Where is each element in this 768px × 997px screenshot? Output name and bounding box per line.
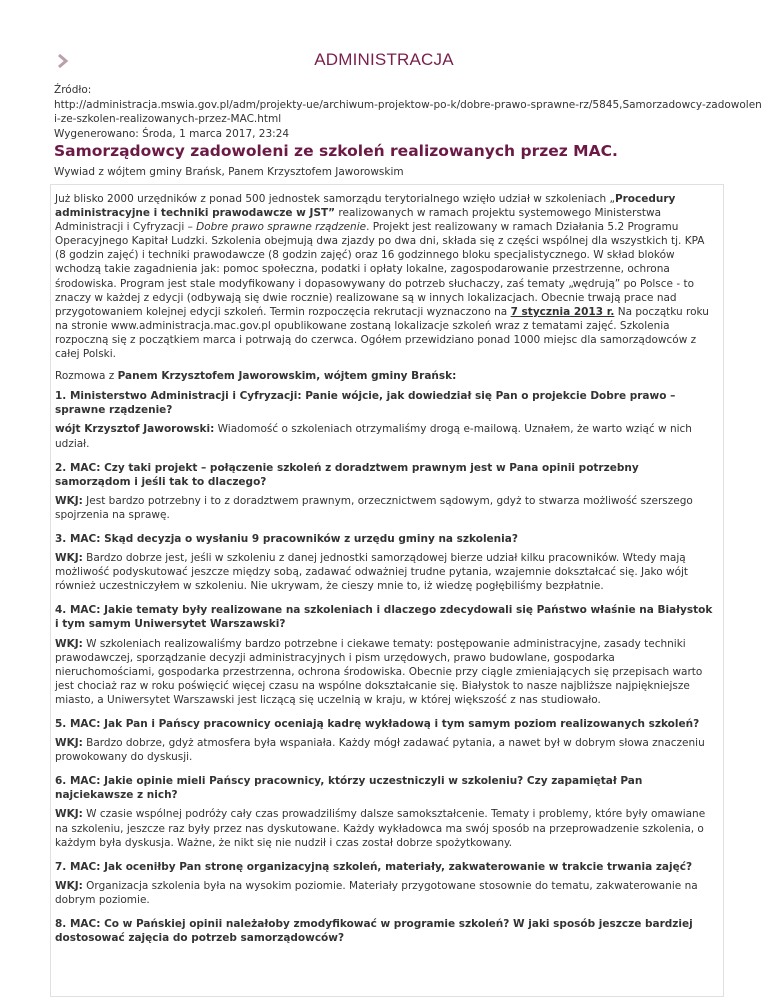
question-6: 6. MAC: Jakie opinie mieli Pańscy pracownicy, którzy uczestniczyli w szkoleniu? Czy zapamiętał Pan najciekawsze z nich? — [55, 775, 643, 802]
answer-text: Bardzo dobrze, gdyż atmosfera była wspaniała. Każdy mógł zadawać pytania, a nawet był w dobrym słowa znaczeniu prowokowany do dyskusji. — [55, 737, 705, 764]
answer-speaker: WKJ: — [55, 879, 83, 892]
answer-1 — [55, 422, 713, 450]
question-2: 2. MAC: Czy taki projekt – połączenie szkoleń z doradztwem prawnym jest w Pana opinii potrzebny samorządom i jeśli tak to dlaczego? — [55, 461, 639, 488]
conversation-line — [55, 369, 713, 383]
answer-4 — [55, 637, 713, 707]
answer-6 — [55, 807, 713, 849]
source-label: Źródło: — [54, 84, 92, 96]
answer-text: Organizacja szkolenia była na wysokim poziomie. Materiały przygotowane stosownie do tematu, zakwaterowanie na dobrym poziomie. — [55, 879, 698, 906]
question-5: 5. MAC: Jak Pan i Pańscy pracownicy oceniają kadrę wykładową i tym samym poziom realizowanych szkoleń? — [55, 718, 700, 730]
answer-speaker: wójt Krzysztof Jaworowski: — [55, 423, 215, 436]
answer-text: Jest bardzo potrzebny i to z doradztwem prawnym, orzecznictwem sądowym, gdyż to stwarza możliwość szerszego spojrzenia na sprawę. — [55, 494, 693, 521]
answer-3 — [55, 551, 713, 593]
conversation-person: Panem Krzysztofem Jaworowskim, wójtem gminy Brańsk: — [117, 370, 457, 383]
answer-text: Bardzo dobrze jest, jeśli w szkoleniu z danej jednostki samorządowej bierze udział kilku pracowników. Wtedy mają możliwość podyskutować jeszcze między sobą, zadawać odważniej trudne pytania, wzajemnie dokształcać się. Jako wójt również uczestniczyłem w szkoleniu. Nie ukrywam, że cieszy mnie to, iż wiedzę pogłębiliśmy bezpłatnie. — [55, 552, 689, 593]
site-title: ADMINISTRACJA — [314, 50, 454, 69]
intro-paragraph — [55, 192, 713, 361]
answer-speaker: WKJ: — [55, 494, 83, 507]
answer-text: Wiadomość o szkoleniach otrzymaliśmy drogą e-mailową. Uznałem, że warto wziąć w nich udział. — [55, 423, 692, 450]
answer-2 — [55, 494, 713, 522]
source-url-line2: i-ze-szkolen-realizowanych-przez-MAC.html — [54, 113, 282, 125]
answer-7 — [55, 879, 713, 907]
answer-speaker: WKJ: — [55, 637, 83, 650]
question-7: 7. MAC: Jak oceniłby Pan stronę organizacyjną szkoleń, materiały, zakwaterowanie w trakcie trwania zajęć? — [55, 860, 693, 873]
article-box — [50, 184, 724, 997]
generated-date: Wygenerowano: Środa, 1 marca 2017, 23:24 — [54, 127, 290, 140]
question-8: 8. MAC: Co w Pańskiej opinii należałoby zmodyfikować w programie szkoleń? W jaki sposób jeszcze bardziej dostosować zajęcia do potrzeb samorządowców? — [55, 918, 693, 945]
conversation-prefix: Rozmowa z — [55, 370, 118, 383]
intro-text-3: . Projekt jest realizowany w ramach Działania 5.2 Programu Operacyjnego Kapitał Ludzki. Szkolenia obejmują dwa zjazdy po dwa dni, składa się z części wspólnej dla wszystkich tj. KPA (8 godzin zajęć) i techniki prawodawcze (8 godzin zajęć) oraz 16 godzinnego bloku specjalistycznego. W skład bloków wchodzą takie zagadnienia jak: pomoc społeczna, podatki i opłaty lokalne, zagospodarowanie przestrzenne, ochrona środowiska. Program jest stale modyfikowany i dopasowywany do potrzeb słuchaczy, zaś tematy „wędrują” po Polsce - to znaczy w każdej z edycji (odbywają się dwie rocznie) realizowane są w innych lokalizacjach. Obecnie trwają prace nad przygotowaniem kolejnej edycji szkoleń. Termin rozpoczęcia rekrutacji wyznaczono na — [55, 221, 705, 318]
answer-text: W czasie wspólnej podróży cały czas prowadziliśmy dalsze samokształcenie. Tematy i problemy, które były omawiane na szkoleniu, jeszcze raz były przez nas dyskutowane. Każdy wykładowca ma swój sposób na przeprowadzenie szkolenia, o każdym była dyskusja. Ważne, że nikt się nie nudził i czas został dobrze spożytkowany. — [55, 808, 706, 849]
question-3: 3. MAC: Skąd decyzja o wysłaniu 9 pracowników z urzędu gminy na szkolenia? — [55, 532, 518, 545]
question-1: 1. Ministerstwo Administracji i Cyfryzacji: Panie wójcie, jak dowiedział się Pan o projekcie Dobre prawo – sprawne rządzenie? — [55, 390, 676, 417]
source-meta — [54, 83, 762, 141]
intro-bold-title: Procedury administracyjne i techniki prawodawcze w JST” — [55, 193, 676, 220]
intro-text-2: realizowanych w ramach projektu systemowego Ministerstwa Administracji i Cyfryzacji – — [55, 207, 662, 234]
question-4: 4. MAC: Jakie tematy były realizowane na szkoleniach i dlaczego zdecydowali się Państwo właśnie na Białystok i tym samym Uniwersytet Warszawski? — [55, 604, 713, 631]
answer-speaker: WKJ: — [55, 737, 83, 750]
intro-project-name: Dobre prawo sprawne rządzenie — [196, 221, 367, 234]
intro-text-1: Już blisko 2000 urzędników z ponad 500 jednostek samorządu terytorialnego wzięło udział w szkoleniach „ — [55, 193, 615, 205]
article-subtitle: Wywiad z wójtem gminy Brańsk, Panem Krzysztofem Jaworowskim — [54, 166, 404, 178]
intro-text-4: Na początku roku na stronie www.administracja.mac.gov.pl opublikowane zostaną lokalizacje szkoleń wraz z tematami zajęć. Szkolenia rozpoczną się z początkiem marca i potrwają do czerwca. Ogółem przewidziano ponad 1000 miejsc dla samorządowców z całej Polski. — [55, 305, 709, 361]
article-body — [50, 184, 724, 997]
article-title: Samorządowcy zadowoleni ze szkoleń realizowanych przez MAC. — [54, 142, 618, 160]
answer-text: W szkoleniach realizowaliśmy bardzo potrzebne i ciekawe tematy: postępowanie administracyjne, zasady techniki prawodawczej, sporządzanie decyzji administracyjnych i pism urzędowych, prawo budowlane, gospodarka nieruchomościami, gospodarka przestrzenna, ochrona środowiska. Obecnie przy ciągle zmieniających się przepisach warto jest chociaż raz w roku poświęcić więcej czasu na wspólne dokształcanie się. Białystok to nasze najbliższe najpiękniejsze miasto, a Uniwersytet Warszawski jest liczącą się uczelnią w kraju, w której większość z nas studiowało. — [55, 637, 703, 706]
intro-date: 7 stycznia 2013 r. — [510, 305, 615, 318]
answer-5 — [55, 736, 713, 764]
answer-speaker: WKJ: — [55, 552, 83, 565]
qa-list — [55, 389, 713, 945]
answer-speaker: WKJ: — [55, 808, 83, 821]
source-url-line1: http://administracja.mswia.gov.pl/adm/projekty-ue/archiwum-projektow-po-k/dobre-prawo-sprawne-rz/5845,Samorzadowcy-zadowolen — [54, 98, 762, 111]
